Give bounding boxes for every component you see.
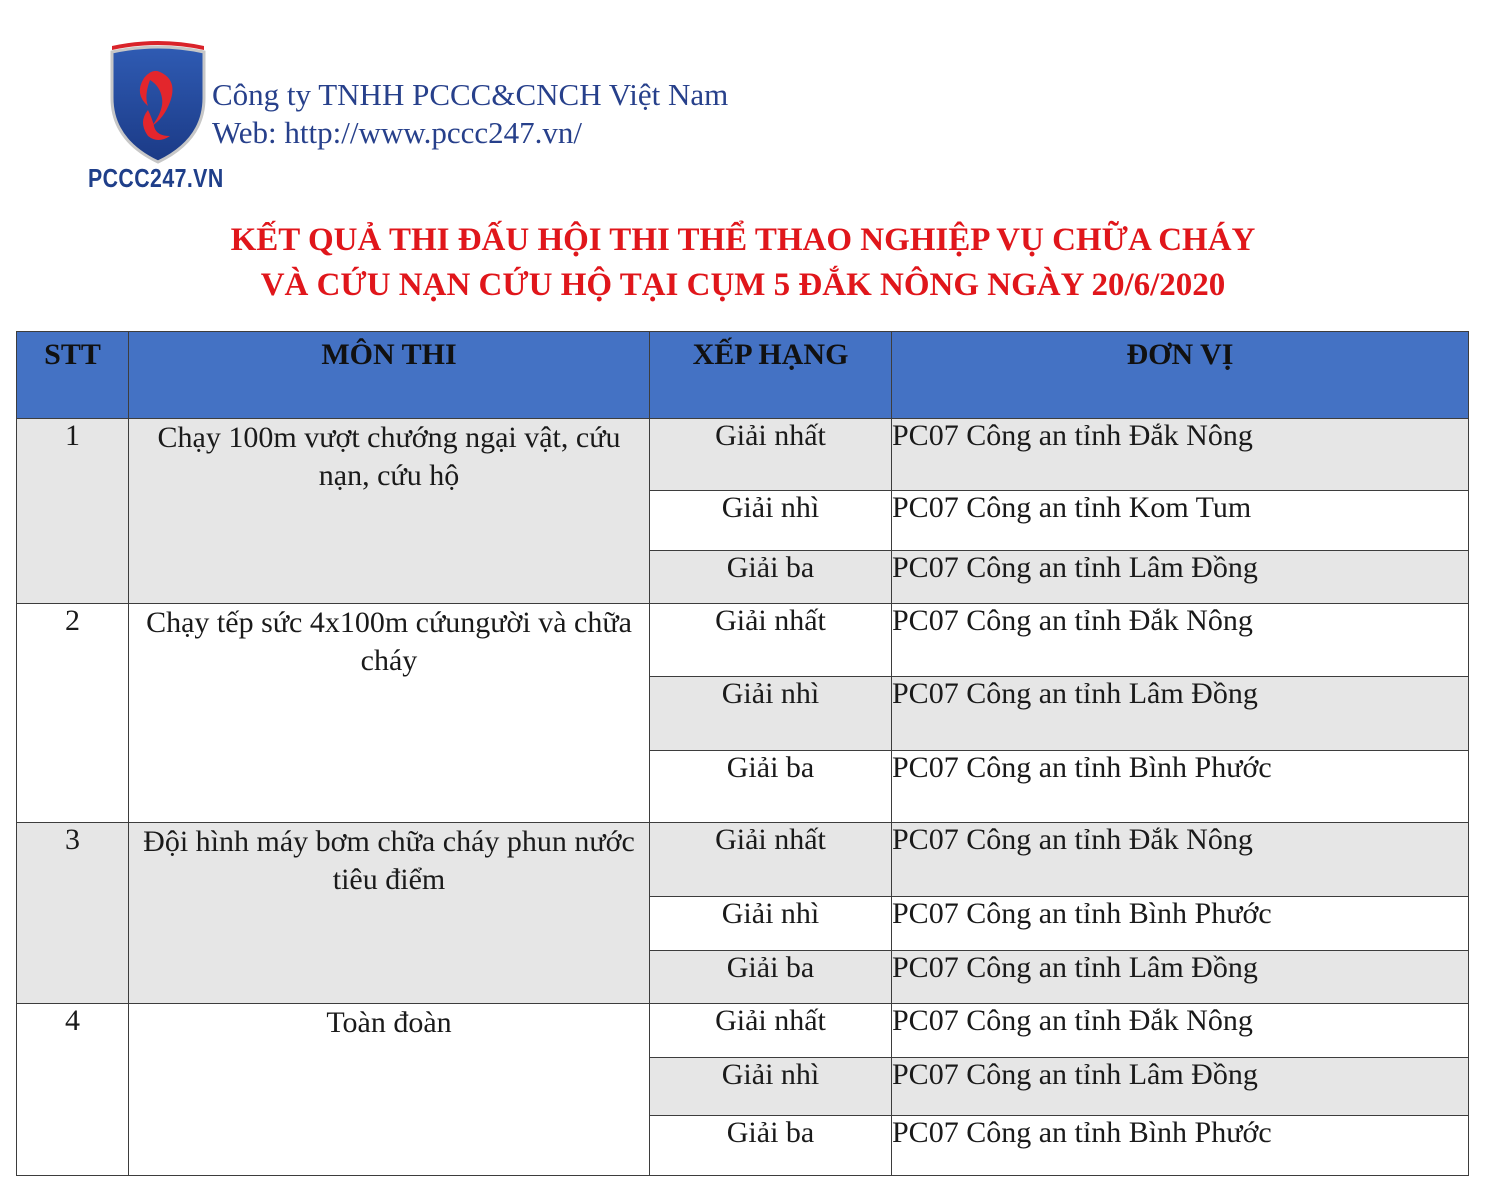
company-info xyxy=(212,76,728,152)
table-row xyxy=(17,1004,1469,1058)
event-cell: Toàn đoàn xyxy=(129,1004,650,1176)
rank-cell: Giải ba xyxy=(650,751,892,823)
column-header-event: MÔN THI xyxy=(129,332,650,419)
unit-cell: PC07 Công an tỉnh Kom Tum xyxy=(892,491,1469,551)
table-row xyxy=(17,419,1469,491)
unit-cell: PC07 Công an tỉnh Lâm Đồng xyxy=(892,551,1469,604)
column-header-rank: XẾP HẠNG xyxy=(650,332,892,419)
table-header-row xyxy=(17,332,1469,419)
unit-cell: PC07 Công an tỉnh Đắk Nông xyxy=(892,419,1469,491)
pccc247-shield-logo xyxy=(108,40,208,170)
event-cell: Chạy 100m vượt chướng ngại vật, cứu nạn, cứu hộ xyxy=(129,419,650,604)
page-title-line-2: VÀ CỨU NẠN CỨU HỘ TẠI CỤM 5 ĐẮK NÔNG NGÀY 20/6/2020 xyxy=(260,267,1226,303)
rank-cell: Giải nhất xyxy=(650,823,892,897)
unit-cell: PC07 Công an tỉnh Lâm Đồng xyxy=(892,951,1469,1004)
company-website: Web: http://www.pccc247.vn/ xyxy=(212,115,583,150)
rank-cell: Giải nhất xyxy=(650,419,892,491)
rank-cell: Giải nhì xyxy=(650,677,892,751)
stt-cell: 4 xyxy=(17,1004,129,1176)
stt-cell: 2 xyxy=(17,604,129,823)
unit-cell: PC07 Công an tỉnh Bình Phước xyxy=(892,897,1469,951)
unit-cell: PC07 Công an tỉnh Đắk Nông xyxy=(892,604,1469,677)
stt-cell: 1 xyxy=(17,419,129,604)
rank-cell: Giải nhất xyxy=(650,1004,892,1058)
unit-cell: PC07 Công an tỉnh Bình Phước xyxy=(892,751,1469,823)
page-title-line-1: KẾT QUẢ THI ĐẤU HỘI THI THỂ THAO NGHIỆP VỤ CHỮA CHÁY xyxy=(230,222,1256,258)
rank-cell: Giải nhất xyxy=(650,604,892,677)
event-cell: Đội hình máy bơm chữa cháy phun nước tiêu điểm xyxy=(129,823,650,1004)
event-cell: Chạy tếp sức 4x100m cứungười và chữa cháy xyxy=(129,604,650,823)
rank-cell: Giải ba xyxy=(650,551,892,604)
column-header-stt: STT xyxy=(17,332,129,419)
unit-cell: PC07 Công an tỉnh Lâm Đồng xyxy=(892,677,1469,751)
unit-cell: PC07 Công an tỉnh Đắk Nông xyxy=(892,823,1469,897)
rank-cell: Giải ba xyxy=(650,951,892,1004)
rank-cell: Giải ba xyxy=(650,1116,892,1176)
results-table xyxy=(16,331,1469,1176)
unit-cell: PC07 Công an tỉnh Lâm Đồng xyxy=(892,1058,1469,1116)
table-row xyxy=(17,604,1469,677)
rank-cell: Giải nhì xyxy=(650,897,892,951)
stt-cell: 3 xyxy=(17,823,129,1004)
company-name: Công ty TNHH PCCC&CNCH Việt Nam xyxy=(212,77,729,112)
table-row xyxy=(17,823,1469,897)
rank-cell: Giải nhì xyxy=(650,1058,892,1116)
unit-cell: PC07 Công an tỉnh Bình Phước xyxy=(892,1116,1469,1176)
unit-cell: PC07 Công an tỉnh Đắk Nông xyxy=(892,1004,1469,1058)
rank-cell: Giải nhì xyxy=(650,491,892,551)
logo-text: PCCC247.VN xyxy=(88,163,224,193)
column-header-unit: ĐƠN VỊ xyxy=(892,332,1469,419)
